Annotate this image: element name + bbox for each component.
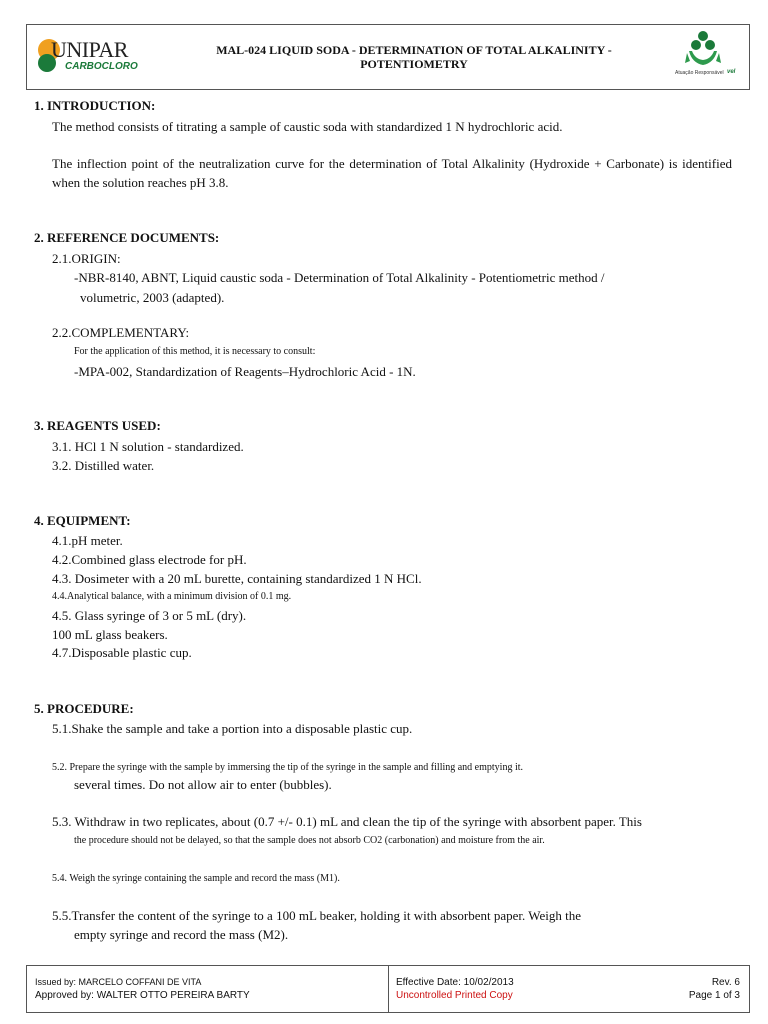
uncontrolled-copy-notice: Uncontrolled Printed Copy xyxy=(396,990,513,1001)
intro-paragraph-1: The method consists of titrating a sample of caustic soda with standardized 1 N hydrochloric acid. xyxy=(52,119,563,134)
equipment-item: 4.4.Analytical balance, with a minimum division of 0.1 mg. xyxy=(52,591,292,602)
procedure-step-4: 5.4. Weigh the syringe containing the sample and record the mass (M1). xyxy=(52,873,340,884)
procedure-step-5-cont: empty syringe and record the mass (M2). xyxy=(74,927,289,942)
issued-by: Issued by: MARCELO COFFANI DE VITA xyxy=(35,977,202,987)
section-heading-introduction: 1. INTRODUCTION: xyxy=(34,98,156,113)
section-heading-equipment: 4. EQUIPMENT: xyxy=(34,513,131,528)
document-header xyxy=(26,24,750,90)
origin-label: 2.1.ORIGIN: xyxy=(52,251,121,266)
equipment-item: 4.3. Dosimeter with a 20 mL burette, containing standardized 1 N HCl. xyxy=(52,571,422,586)
revision: Rev. 6 xyxy=(711,977,740,988)
procedure-step-3-cont: the procedure should not be delayed, so that the sample does not absorb CO2 (carbonation) and moisture from the air. xyxy=(74,835,545,846)
document-title: MAL-024 LIQUID SODA - DETERMINATION OF TOTAL ALKALINITY - POTENTIOMETRY xyxy=(216,43,612,71)
origin-reference-cont: volumetric, 2003 (adapted). xyxy=(80,290,225,305)
section-heading-procedure: 5. PROCEDURE: xyxy=(34,701,134,716)
page-number: Page 1 of 3 xyxy=(688,990,740,1001)
origin-reference: -NBR-8140, ABNT, Liquid caustic soda - Determination of Total Alkalinity - Potentiometric method / xyxy=(74,270,605,285)
reagent-item: 3.1. HCl 1 N solution - standardized. xyxy=(52,439,244,454)
section-heading-reagents: 3. REAGENTS USED: xyxy=(34,418,161,433)
procedure-step-2-cont: several times. Do not allow air to enter (bubbles). xyxy=(74,777,332,792)
equipment-item: 4.2.Combined glass electrode for pH. xyxy=(52,552,247,567)
hands-seal-icon xyxy=(659,25,749,89)
complementary-note: For the application of this method, it is necessary to consult: xyxy=(74,346,316,357)
document-footer xyxy=(26,965,750,1013)
equipment-item: 4.5. Glass syringe of 3 or 5 mL (dry). xyxy=(52,608,247,623)
effective-date: Effective Date: 10/02/2013 xyxy=(396,977,514,988)
reagent-item: 3.2. Distilled water. xyxy=(52,458,155,473)
intro-paragraph-2: The inflection point of the neutralization curve for the determination of Total Alkalinity (Hydroxide + Carbonate) is identified when the solution reaches pH 3.8. xyxy=(52,156,732,190)
complementary-reference: -MPA-002, Standardization of Reagents–Hydrochloric Acid - 1N. xyxy=(74,364,416,379)
complementary-label: 2.2.COMPLEMENTARY: xyxy=(52,325,190,340)
procedure-step-5: 5.5.Transfer the content of the syringe to a 100 mL beaker, holding it with absorbent paper. Weigh the xyxy=(52,908,582,923)
procedure-step-3: 5.3. Withdraw in two replicates, about (0.7 +/- 0.1) mL and clean the tip of the syringe with absorbent paper. This xyxy=(52,814,642,829)
company-logo xyxy=(27,25,169,89)
equipment-item: 4.1.pH meter. xyxy=(52,533,123,548)
seal-tag: vel xyxy=(727,69,736,75)
logo-subtitle: CARBOCLORO xyxy=(65,61,138,72)
procedure-step-2: 5.2. Prepare the syringe with the sample by immersing the tip of the syringe in the sample and filling and emptying it. xyxy=(52,762,524,773)
seal-caption: Atuação Responsável xyxy=(675,70,724,76)
equipment-item: 4.7.Disposable plastic cup. xyxy=(52,645,192,660)
footer-authors xyxy=(27,966,389,1012)
equipment-item: 100 mL glass beakers. xyxy=(52,627,168,642)
responsible-care-seal xyxy=(659,25,749,89)
approved-by: Approved by: WALTER OTTO PEREIRA BARTY xyxy=(35,990,250,1001)
section-heading-reference-documents: 2. REFERENCE DOCUMENTS: xyxy=(34,230,220,245)
procedure-step-1: 5.1.Shake the sample and take a portion into a disposable plastic cup. xyxy=(52,721,413,736)
logo-name: UNIPAR xyxy=(51,37,128,62)
